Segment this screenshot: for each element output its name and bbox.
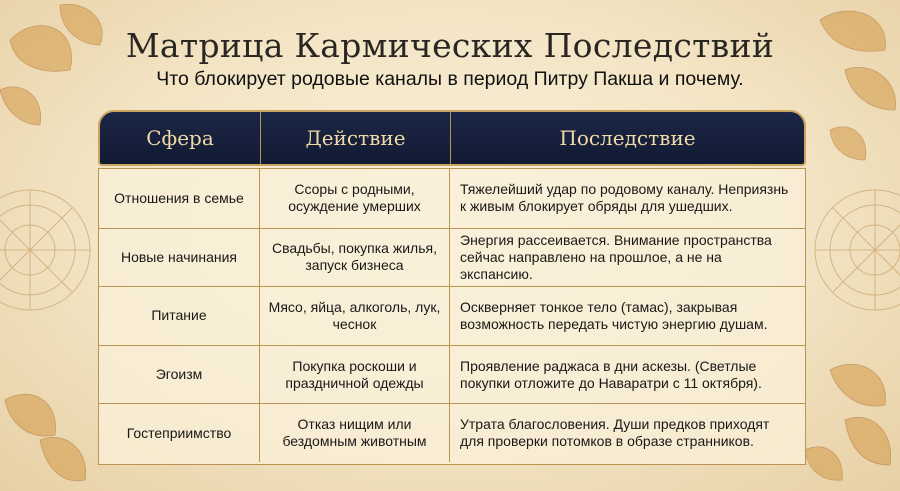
action-cell: Мясо, яйца, алкоголь, лук, чеснок [259, 287, 449, 345]
consequence-cell: Тяжелейший удар по родовому каналу. Неприязнь к живым блокирует обряды для ушедших. [449, 169, 805, 228]
action-cell: Покупка роскоши и праздничной одежды [259, 346, 449, 404]
consequence-cell: Оскверняет тонкое тело (тамас), закрывая возможность передать чистую энергию душам. [449, 287, 805, 345]
leaf-icon [830, 127, 866, 160]
column-header-consequence: Последствие [450, 112, 804, 164]
column-header-sphere: Сфера [146, 126, 214, 150]
mandala-icon [0, 190, 90, 310]
sphere-cell: Питание [151, 307, 207, 324]
sphere-cell: Гостеприимство [126, 424, 232, 441]
leaf-icon [0, 87, 41, 125]
leaf-icon [805, 447, 842, 480]
consequence-cell: Утрата благословения. Души предков приходят для проверки потомков в образе странников. [449, 404, 805, 462]
table-row [99, 345, 805, 404]
table-row [99, 286, 805, 345]
action-cell: Ссоры с родными, осуждение умерших [259, 169, 449, 228]
action-cell: Свадьбы, покупка жилья, запуск бизнеса [259, 229, 449, 287]
leaf-icon [40, 437, 86, 480]
sphere-cell: Новые начинания [120, 248, 238, 265]
table-row [99, 169, 805, 228]
mandala-icon [815, 190, 900, 310]
leaf-icon [830, 364, 885, 406]
sphere-cell: Эгоизм [155, 366, 203, 383]
sphere-cell: Отношения в семье [114, 189, 244, 206]
table-row [99, 228, 805, 287]
action-cell: Отказ нищим или бездомным животным [259, 404, 449, 462]
consequence-cell: Энергия рассеивается. Внимание пространства сейчас направлено на прошлое, а не на экспансию. [449, 229, 805, 287]
page-title: Матрица Кармических Последствий [125, 26, 775, 65]
consequence-cell: Проявление раджаса в дни аскезы. (Светлые покупки отложите до Наваратри с 11 октября). [449, 346, 805, 404]
table-row [99, 403, 805, 462]
page-subtitle: Что блокирует родовые каналы в период Питру Пакша и почему. [156, 68, 744, 90]
column-header-action: Действие [260, 112, 450, 164]
table-header [98, 110, 806, 166]
table-body [98, 168, 806, 465]
karma-table [98, 110, 806, 465]
leaf-icon [845, 417, 891, 465]
leaf-icon [5, 394, 56, 436]
